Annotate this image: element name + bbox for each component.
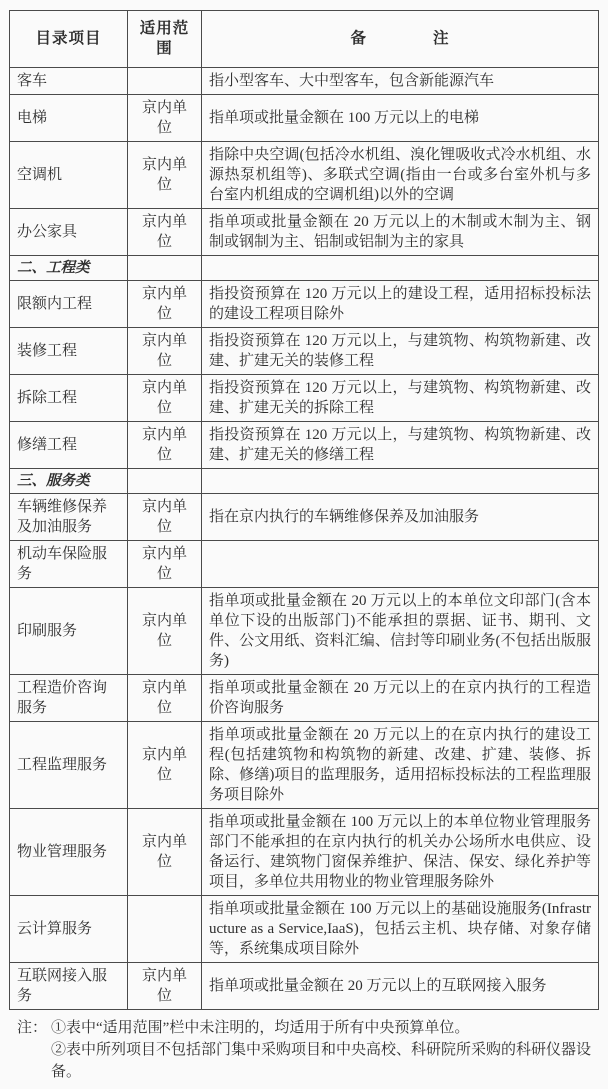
remark-cell — [202, 541, 599, 588]
item-cell: 电梯 — [10, 95, 128, 142]
item-cell: 工程监理服务 — [10, 722, 128, 809]
header-applicable-scope: 适用范围 — [128, 11, 202, 68]
table-row — [10, 675, 599, 722]
table-row — [10, 422, 599, 469]
table-row — [10, 809, 599, 896]
table-row — [10, 896, 599, 963]
remark-cell: 指投资预算在 120 万元以上的建设工程，适用招标投标法的建设工程项目除外 — [202, 281, 599, 328]
item-cell: 限额内工程 — [10, 281, 128, 328]
scope-cell — [128, 469, 202, 494]
scope-cell: 京内单位 — [128, 588, 202, 675]
scope-cell: 京内单位 — [128, 375, 202, 422]
remark-cell: 指投资预算在 120 万元以上，与建筑物、构筑物新建、改建、扩建无关的拆除工程 — [202, 375, 599, 422]
footnote-items — [51, 1017, 597, 1083]
item-cell: 修缮工程 — [10, 422, 128, 469]
table-row — [10, 963, 599, 1010]
table-row — [10, 281, 599, 328]
item-cell: 云计算服务 — [10, 896, 128, 963]
scope-cell: 京内单位 — [128, 281, 202, 328]
scope-cell: 京内单位 — [128, 142, 202, 209]
remark-cell: 指单项或批量金额在 20 万元以上的在京内执行的建设工程(包括建筑物和构筑物的新建、改建、扩建、装修、拆除、修缮)项目的监理服务，适用招标投标法的工程监理服务项目除外 — [202, 722, 599, 809]
remark-cell: 指除中央空调(包括冷水机组、溴化锂吸收式冷水机组、水源热泵机组等)、多联式空调(指由一台或多台室外机与多台室内机组成的空调机组)以外的空调 — [202, 142, 599, 209]
remark-cell: 指单项或批量金额在 100 万元以上的电梯 — [202, 95, 599, 142]
scope-cell: 京内单位 — [128, 494, 202, 541]
item-cell: 互联网接入服务 — [10, 963, 128, 1010]
remark-cell: 指单项或批量金额在 100 万元以上的本单位物业管理服务部门不能承担的在京内执行的机关办公场所水电供应、设备运行、建筑物门窗保养维护、保洁、保安、绿化养护等项目，多单位共用物业的物业管理服务除外 — [202, 809, 599, 896]
scope-cell: 京内单位 — [128, 675, 202, 722]
remark-cell: 指投资预算在 120 万元以上，与建筑物、构筑物新建、改建、扩建无关的装修工程 — [202, 328, 599, 375]
table-row — [10, 142, 599, 209]
remark-cell: 指小型客车、大中型客车，包含新能源汽车 — [202, 68, 599, 95]
remark-cell — [202, 469, 599, 494]
table-row — [10, 588, 599, 675]
table-body — [10, 68, 599, 1010]
scope-cell — [128, 896, 202, 963]
item-cell: 三、服务类 — [10, 469, 128, 494]
header-remarks: 备 注 — [202, 11, 599, 68]
table-row — [10, 494, 599, 541]
footnotes — [9, 1010, 599, 1083]
scope-cell: 京内单位 — [128, 95, 202, 142]
table-row — [10, 722, 599, 809]
remark-cell: 指单项或批量金额在 20 万元以上的本单位文印部门(含本单位下设的出版部门)不能承担的票据、证书、期刊、文件、公文用纸、资料汇编、信封等印刷业务(不包括出版服务) — [202, 588, 599, 675]
item-cell: 二、工程类 — [10, 256, 128, 281]
scope-cell — [128, 256, 202, 281]
item-cell: 装修工程 — [10, 328, 128, 375]
scope-cell — [128, 68, 202, 95]
item-cell: 空调机 — [10, 142, 128, 209]
footnote-2: ②表中所列项目不包括部门集中采购项目和中央高校、科研院所采购的科研仪器设备。 — [51, 1042, 592, 1080]
remark-cell: 指单项或批量金额在 20 万元以上的互联网接入服务 — [202, 963, 599, 1010]
remark-cell: 指在京内执行的车辆维修保养及加油服务 — [202, 494, 599, 541]
footnote-prefix: 注： — [17, 1020, 48, 1036]
remark-cell: 指单项或批量金额在 20 万元以上的在京内执行的工程造价咨询服务 — [202, 675, 599, 722]
scope-cell: 京内单位 — [128, 422, 202, 469]
section-header-row — [10, 256, 599, 281]
scope-cell: 京内单位 — [128, 328, 202, 375]
scope-cell: 京内单位 — [128, 541, 202, 588]
scope-cell: 京内单位 — [128, 963, 202, 1010]
footnote-1: ①表中“适用范围”栏中未注明的，均适用于所有中央预算单位。 — [51, 1020, 470, 1036]
item-cell: 物业管理服务 — [10, 809, 128, 896]
item-cell: 机动车保险服务 — [10, 541, 128, 588]
header-catalog-item: 目录项目 — [10, 11, 128, 68]
table-row — [10, 541, 599, 588]
item-cell: 客车 — [10, 68, 128, 95]
item-cell: 工程造价咨询服务 — [10, 675, 128, 722]
item-cell: 拆除工程 — [10, 375, 128, 422]
remark-cell: 指投资预算在 120 万元以上，与建筑物、构筑物新建、改建、扩建无关的修缮工程 — [202, 422, 599, 469]
table-row — [10, 68, 599, 95]
scope-cell: 京内单位 — [128, 722, 202, 809]
item-cell: 办公家具 — [10, 209, 128, 256]
table-row — [10, 209, 599, 256]
table-row — [10, 328, 599, 375]
scope-cell: 京内单位 — [128, 809, 202, 896]
item-cell: 车辆维修保养及加油服务 — [10, 494, 128, 541]
remark-cell: 指单项或批量金额在 100 万元以上的基础设施服务(Infrastructure as a Service,IaaS)，包括云主机、块存储、对象存储等，系统集成项目除外 — [202, 896, 599, 963]
procurement-catalog-table — [9, 10, 599, 1010]
remark-cell — [202, 256, 599, 281]
table-row — [10, 95, 599, 142]
section-header-row — [10, 469, 599, 494]
scope-cell: 京内单位 — [128, 209, 202, 256]
table-header-row — [10, 11, 599, 68]
item-cell: 印刷服务 — [10, 588, 128, 675]
remark-cell: 指单项或批量金额在 20 万元以上的木制或木制为主、钢制或钢制为主、铝制或铝制为主的家具 — [202, 209, 599, 256]
table-row — [10, 375, 599, 422]
